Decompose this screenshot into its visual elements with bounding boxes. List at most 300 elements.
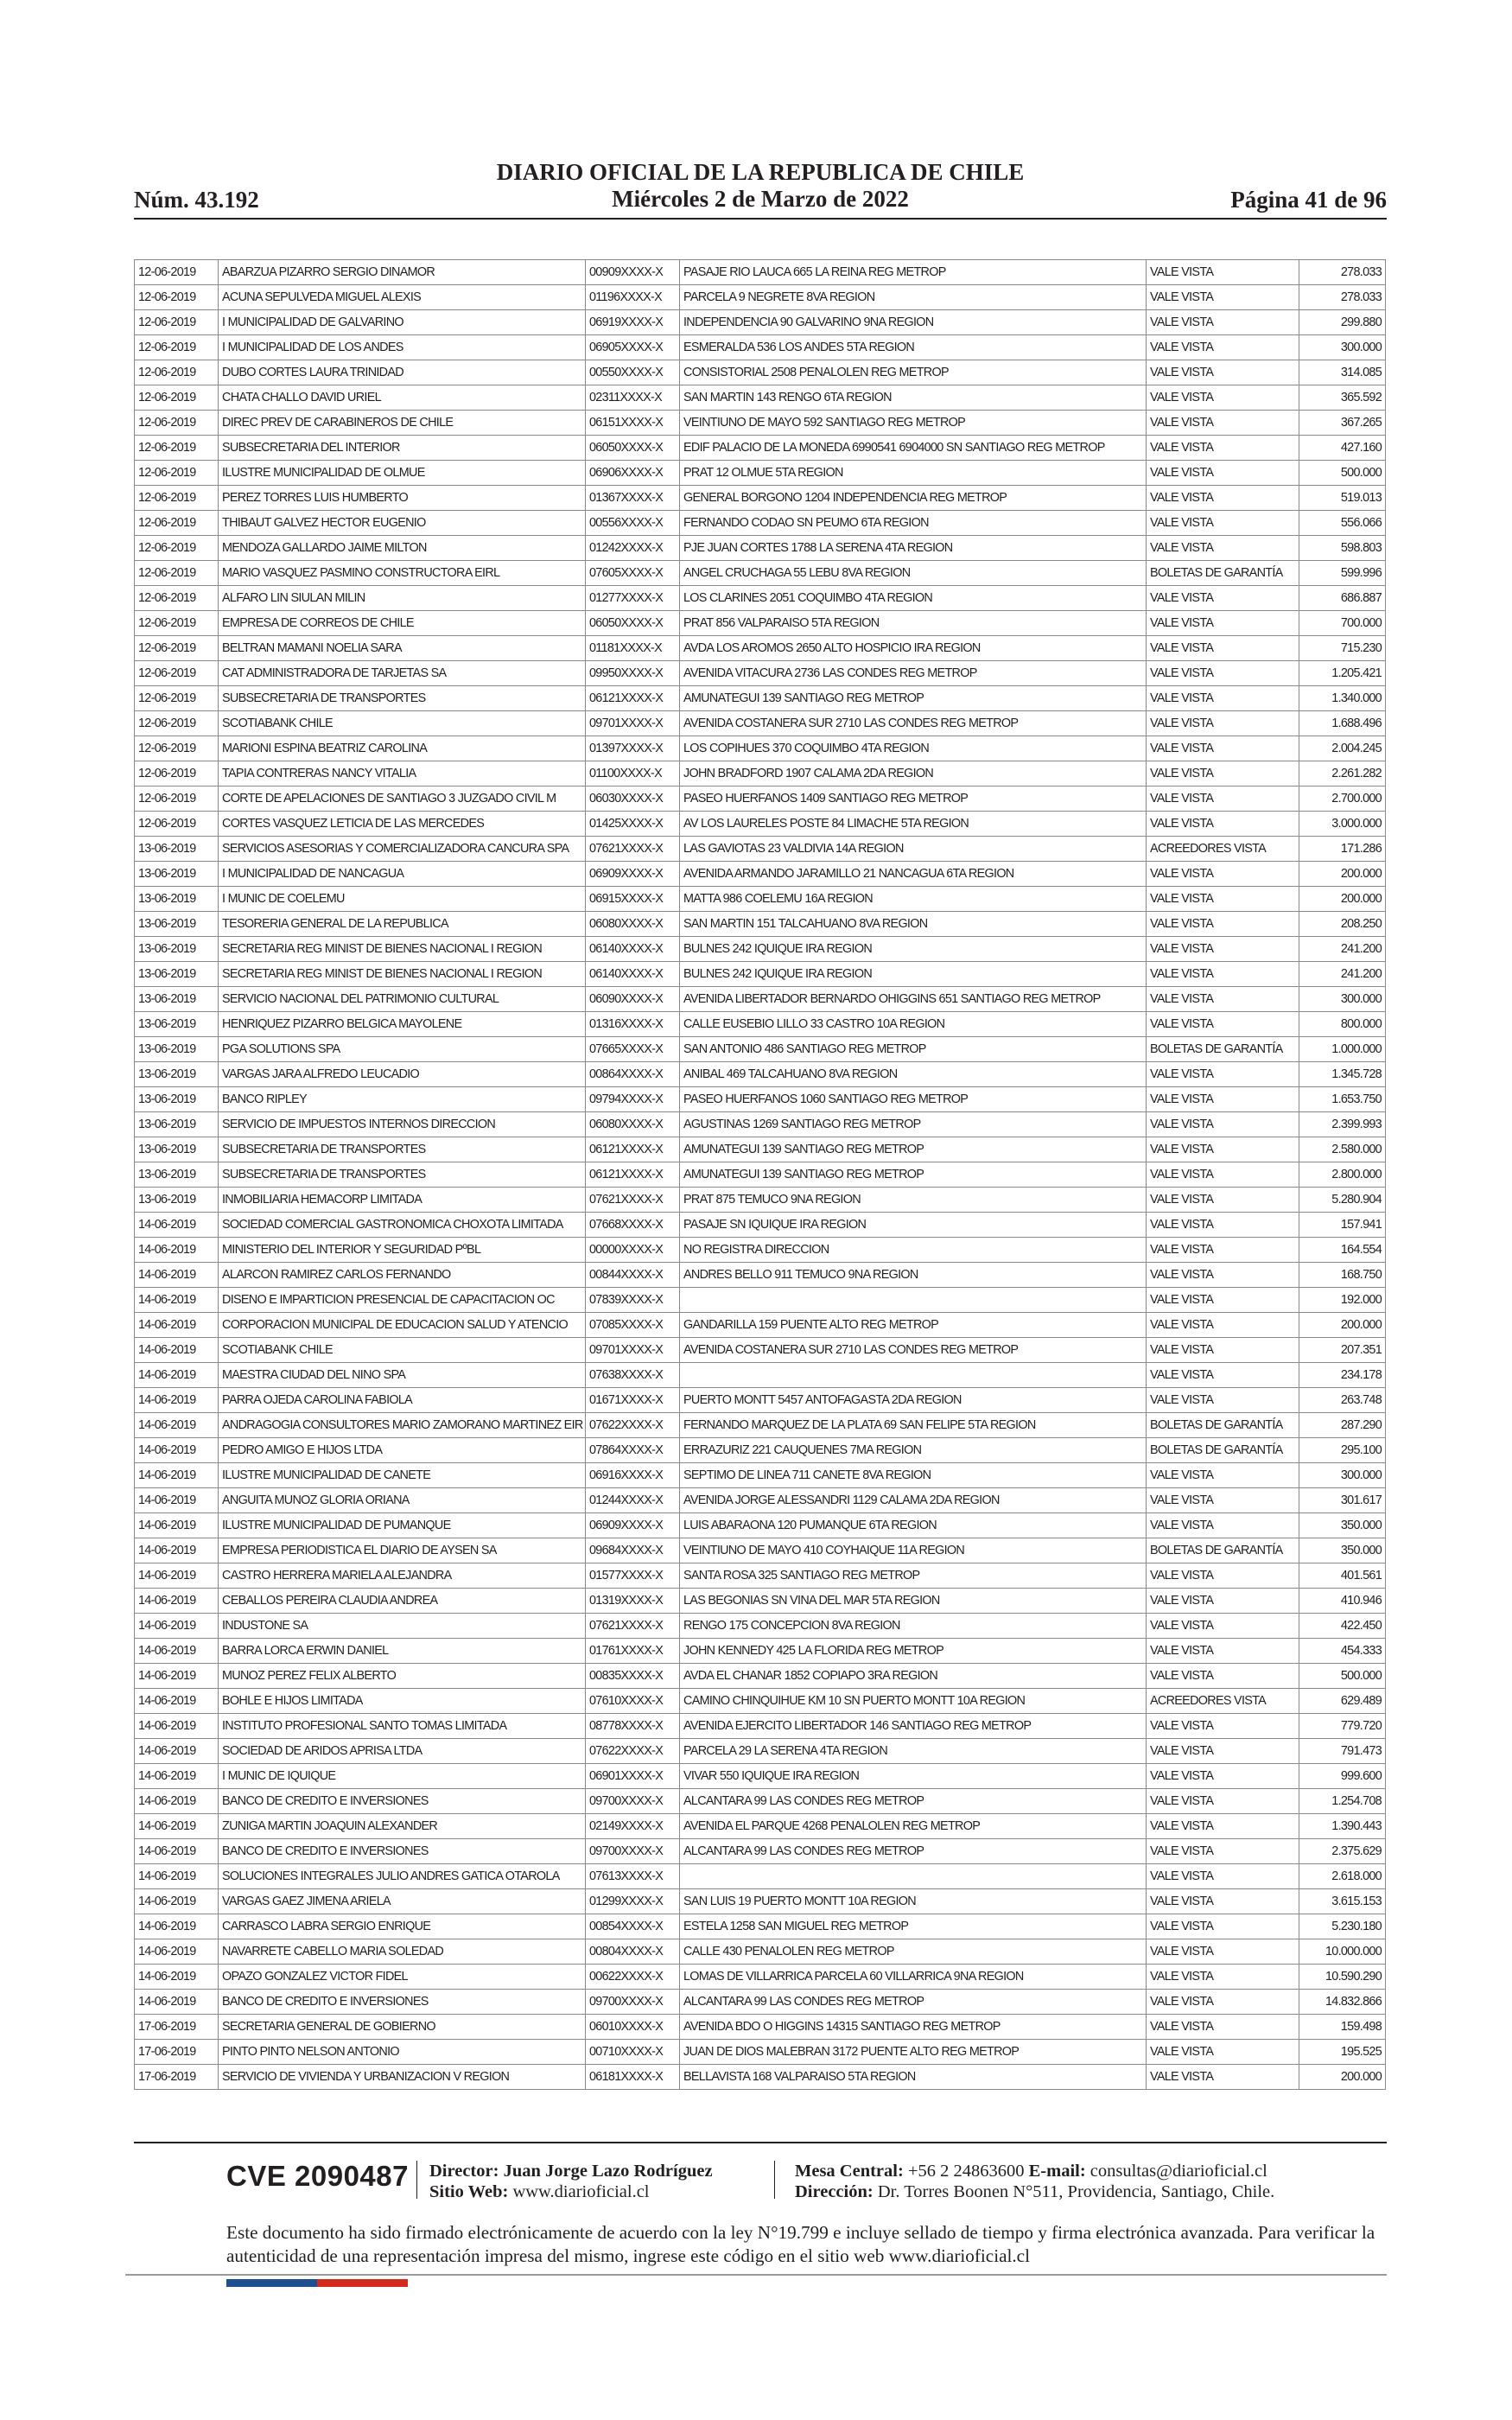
cell-type: VALE VISTA bbox=[1147, 987, 1299, 1012]
cell-amount: 427.160 bbox=[1299, 436, 1386, 461]
cell-address: SAN MARTIN 143 RENGO 6TA REGION bbox=[680, 385, 1147, 411]
cell-type: VALE VISTA bbox=[1147, 511, 1299, 536]
cell-name: SCOTIABANK CHILE bbox=[219, 711, 586, 736]
cell-date: 14-06-2019 bbox=[135, 1739, 219, 1764]
cell-amount: 999.600 bbox=[1299, 1764, 1386, 1789]
cell-amount: 401.561 bbox=[1299, 1563, 1386, 1589]
cell-address: AVENIDA EL PARQUE 4268 PENALOLEN REG METROP bbox=[680, 1814, 1147, 1839]
table-row bbox=[135, 1087, 1386, 1112]
cell-date: 17-06-2019 bbox=[135, 2040, 219, 2065]
cell-type: VALE VISTA bbox=[1147, 962, 1299, 987]
cell-address: PASAJE SN IQUIQUE IRA REGION bbox=[680, 1213, 1147, 1238]
cell-amount: 350.000 bbox=[1299, 1513, 1386, 1538]
cell-amount: 164.554 bbox=[1299, 1238, 1386, 1263]
cell-rut: 00864XXXX-X bbox=[586, 1062, 680, 1087]
cell-address: PUERTO MONTT 5457 ANTOFAGASTA 2DA REGION bbox=[680, 1388, 1147, 1413]
table-row bbox=[135, 1463, 1386, 1488]
email-link[interactable]: consultas@diarioficial.cl bbox=[1090, 2162, 1267, 2181]
cell-amount: 10.590.290 bbox=[1299, 1965, 1386, 1990]
table-row bbox=[135, 661, 1386, 686]
cell-amount: 410.946 bbox=[1299, 1589, 1386, 1614]
cell-name: SOLUCIONES INTEGRALES JULIO ANDRES GATICA OTAROLA bbox=[219, 1864, 586, 1889]
cell-address: ANGEL CRUCHAGA 55 LEBU 8VA REGION bbox=[680, 561, 1147, 586]
table-row bbox=[135, 1839, 1386, 1864]
cell-type: VALE VISTA bbox=[1147, 1714, 1299, 1739]
cell-type: VALE VISTA bbox=[1147, 1664, 1299, 1689]
cell-amount: 299.880 bbox=[1299, 310, 1386, 335]
cell-date: 14-06-2019 bbox=[135, 1939, 219, 1965]
cell-name: ILUSTRE MUNICIPALIDAD DE CANETE bbox=[219, 1463, 586, 1488]
cell-rut: 01277XXXX-X bbox=[586, 586, 680, 611]
cell-date: 13-06-2019 bbox=[135, 1162, 219, 1188]
table-row bbox=[135, 812, 1386, 837]
legal-notice: Este documento ha sido firmado electrónicamente de acuerdo con la ley N°19.799 e incluye sellado de tiempo y firma electrónica avanzada. Para verificar la autenticidad de una representación impresa del mismo, ingrese este código en el sitio web www.diarioficial.cl bbox=[226, 2222, 1375, 2266]
cell-rut: 00804XXXX-X bbox=[586, 1939, 680, 1965]
cell-type: VALE VISTA bbox=[1147, 260, 1299, 285]
cell-rut: 01397XXXX-X bbox=[586, 736, 680, 761]
table-row bbox=[135, 360, 1386, 385]
cell-amount: 200.000 bbox=[1299, 1313, 1386, 1338]
address-value: Dr. Torres Boonen N°511, Providencia, Santiago, Chile. bbox=[877, 2182, 1275, 2201]
cell-address: PRAT 875 TEMUCO 9NA REGION bbox=[680, 1188, 1147, 1213]
cell-name: SECRETARIA REG MINIST DE BIENES NACIONAL I REGION bbox=[219, 937, 586, 962]
cell-amount: 200.000 bbox=[1299, 862, 1386, 887]
footer-separator bbox=[416, 2161, 417, 2199]
table-row bbox=[135, 1814, 1386, 1839]
cell-date: 12-06-2019 bbox=[135, 561, 219, 586]
cell-name: CORPORACION MUNICIPAL DE EDUCACION SALUD Y ATENCIO bbox=[219, 1313, 586, 1338]
cell-type: VALE VISTA bbox=[1147, 636, 1299, 661]
cell-amount: 5.280.904 bbox=[1299, 1188, 1386, 1213]
cell-type: VALE VISTA bbox=[1147, 1313, 1299, 1338]
cell-date: 12-06-2019 bbox=[135, 461, 219, 486]
table-row bbox=[135, 1263, 1386, 1288]
cell-rut: 06915XXXX-X bbox=[586, 887, 680, 912]
cell-address: BELLAVISTA 168 VALPARAISO 5TA REGION bbox=[680, 2065, 1147, 2090]
cell-name: BANCO DE CREDITO E INVERSIONES bbox=[219, 1839, 586, 1864]
cell-address: AVENIDA EJERCITO LIBERTADOR 146 SANTIAGO REG METROP bbox=[680, 1714, 1147, 1739]
cell-date: 12-06-2019 bbox=[135, 436, 219, 461]
cell-type: VALE VISTA bbox=[1147, 761, 1299, 786]
cell-amount: 200.000 bbox=[1299, 2065, 1386, 2090]
cell-name: BARRA LORCA ERWIN DANIEL bbox=[219, 1639, 586, 1664]
cell-type: VALE VISTA bbox=[1147, 1914, 1299, 1939]
cell-amount: 454.333 bbox=[1299, 1639, 1386, 1664]
cell-type: VALE VISTA bbox=[1147, 686, 1299, 711]
cell-address: JOHN KENNEDY 425 LA FLORIDA REG METROP bbox=[680, 1639, 1147, 1664]
email-label: E-mail: bbox=[1028, 2162, 1086, 2181]
table-row bbox=[135, 937, 1386, 962]
table-row bbox=[135, 1914, 1386, 1939]
cell-rut: 06030XXXX-X bbox=[586, 786, 680, 812]
issue-number: Núm. 43.192 bbox=[134, 187, 259, 213]
table-row bbox=[135, 2065, 1386, 2090]
cell-type: VALE VISTA bbox=[1147, 486, 1299, 511]
cell-address: CALLE 430 PENALOLEN REG METROP bbox=[680, 1939, 1147, 1965]
cell-address: ALCANTARA 99 LAS CONDES REG METROP bbox=[680, 1839, 1147, 1864]
footer-divider bbox=[134, 2142, 1387, 2143]
table-row bbox=[135, 1488, 1386, 1513]
cell-address: JUAN DE DIOS MALEBRAN 3172 PUENTE ALTO REG METROP bbox=[680, 2040, 1147, 2065]
cell-name: MAESTRA CIUDAD DEL NINO SPA bbox=[219, 1363, 586, 1388]
cell-amount: 2.618.000 bbox=[1299, 1864, 1386, 1889]
cell-name: EMPRESA PERIODISTICA EL DIARIO DE AYSEN SA bbox=[219, 1538, 586, 1563]
cell-rut: 06905XXXX-X bbox=[586, 335, 680, 360]
cell-name: BANCO DE CREDITO E INVERSIONES bbox=[219, 1990, 586, 2015]
cell-type: ACREEDORES VISTA bbox=[1147, 837, 1299, 862]
cell-date: 14-06-2019 bbox=[135, 1538, 219, 1563]
table-row bbox=[135, 1764, 1386, 1789]
cell-name: BANCO DE CREDITO E INVERSIONES bbox=[219, 1789, 586, 1814]
cell-address: AVENIDA LIBERTADOR BERNARDO OHIGGINS 651 SANTIAGO REG METROP bbox=[680, 987, 1147, 1012]
cell-rut: 01181XXXX-X bbox=[586, 636, 680, 661]
cell-rut: 07085XXXX-X bbox=[586, 1313, 680, 1338]
cell-date: 13-06-2019 bbox=[135, 1062, 219, 1087]
cell-address: ALCANTARA 99 LAS CONDES REG METROP bbox=[680, 1789, 1147, 1814]
cell-rut: 06906XXXX-X bbox=[586, 461, 680, 486]
cell-date: 14-06-2019 bbox=[135, 1413, 219, 1438]
mesa-label: Mesa Central: bbox=[795, 2162, 904, 2181]
cell-amount: 350.000 bbox=[1299, 1538, 1386, 1563]
table-row bbox=[135, 1614, 1386, 1639]
cell-name: BOHLE E HIJOS LIMITADA bbox=[219, 1689, 586, 1714]
cell-type: VALE VISTA bbox=[1147, 786, 1299, 812]
cell-rut: 07605XXXX-X bbox=[586, 561, 680, 586]
cell-type: VALE VISTA bbox=[1147, 586, 1299, 611]
cell-address: AV LOS LAURELES POSTE 84 LIMACHE 5TA REGION bbox=[680, 812, 1147, 837]
cell-name: PGA SOLUTIONS SPA bbox=[219, 1037, 586, 1062]
cell-amount: 234.178 bbox=[1299, 1363, 1386, 1388]
cell-rut: 06181XXXX-X bbox=[586, 2065, 680, 2090]
table-row bbox=[135, 1012, 1386, 1037]
cell-rut: 01316XXXX-X bbox=[586, 1012, 680, 1037]
cell-address: SAN LUIS 19 PUERTO MONTT 10A REGION bbox=[680, 1889, 1147, 1914]
table-row bbox=[135, 1238, 1386, 1263]
cell-rut: 06909XXXX-X bbox=[586, 1513, 680, 1538]
cell-rut: 00835XXXX-X bbox=[586, 1664, 680, 1689]
cell-type: BOLETAS DE GARANTÍA bbox=[1147, 1538, 1299, 1563]
cell-type: VALE VISTA bbox=[1147, 536, 1299, 561]
cell-type: VALE VISTA bbox=[1147, 1137, 1299, 1162]
cell-address: PARCELA 29 LA SERENA 4TA REGION bbox=[680, 1739, 1147, 1764]
table-row bbox=[135, 561, 1386, 586]
cell-rut: 07668XXXX-X bbox=[586, 1213, 680, 1238]
cell-type: VALE VISTA bbox=[1147, 2065, 1299, 2090]
cell-date: 14-06-2019 bbox=[135, 1288, 219, 1313]
cell-type: VALE VISTA bbox=[1147, 1739, 1299, 1764]
cell-amount: 171.286 bbox=[1299, 837, 1386, 862]
cell-date: 17-06-2019 bbox=[135, 2015, 219, 2040]
table-row bbox=[135, 736, 1386, 761]
table-row bbox=[135, 411, 1386, 436]
cell-amount: 278.033 bbox=[1299, 260, 1386, 285]
cell-address bbox=[680, 1864, 1147, 1889]
cell-address: AVENIDA COSTANERA SUR 2710 LAS CONDES REG METROP bbox=[680, 1338, 1147, 1363]
cell-type: VALE VISTA bbox=[1147, 1589, 1299, 1614]
cell-type: VALE VISTA bbox=[1147, 2040, 1299, 2065]
cell-address: CAMINO CHINQUIHUE KM 10 SN PUERTO MONTT 10A REGION bbox=[680, 1689, 1147, 1714]
cell-rut: 00854XXXX-X bbox=[586, 1914, 680, 1939]
cell-type: VALE VISTA bbox=[1147, 1288, 1299, 1313]
cell-type: VALE VISTA bbox=[1147, 1162, 1299, 1188]
cell-name: CHATA CHALLO DAVID URIEL bbox=[219, 385, 586, 411]
cell-date: 12-06-2019 bbox=[135, 636, 219, 661]
cell-date: 12-06-2019 bbox=[135, 385, 219, 411]
cell-rut: 06050XXXX-X bbox=[586, 436, 680, 461]
cell-amount: 300.000 bbox=[1299, 987, 1386, 1012]
cell-rut: 07864XXXX-X bbox=[586, 1438, 680, 1463]
cell-type: VALE VISTA bbox=[1147, 812, 1299, 837]
cell-rut: 01242XXXX-X bbox=[586, 536, 680, 561]
site-link[interactable]: www.diarioficial.cl bbox=[512, 2182, 650, 2201]
cell-date: 13-06-2019 bbox=[135, 887, 219, 912]
cell-type: VALE VISTA bbox=[1147, 2015, 1299, 2040]
table-row bbox=[135, 385, 1386, 411]
cell-date: 14-06-2019 bbox=[135, 1363, 219, 1388]
cell-name: SUBSECRETARIA DE TRANSPORTES bbox=[219, 1137, 586, 1162]
cell-address: PARCELA 9 NEGRETE 8VA REGION bbox=[680, 285, 1147, 310]
cell-address: VEINTIUNO DE MAYO 410 COYHAIQUE 11A REGION bbox=[680, 1538, 1147, 1563]
cell-name: SUBSECRETARIA DE TRANSPORTES bbox=[219, 686, 586, 711]
cell-date: 14-06-2019 bbox=[135, 1839, 219, 1864]
cell-rut: 09684XXXX-X bbox=[586, 1538, 680, 1563]
cell-rut: 07610XXXX-X bbox=[586, 1689, 680, 1714]
cell-type: VALE VISTA bbox=[1147, 1062, 1299, 1087]
cell-name: INSTITUTO PROFESIONAL SANTO TOMAS LIMITADA bbox=[219, 1714, 586, 1739]
cell-address: SANTA ROSA 325 SANTIAGO REG METROP bbox=[680, 1563, 1147, 1589]
cell-date: 12-06-2019 bbox=[135, 812, 219, 837]
cell-date: 13-06-2019 bbox=[135, 1087, 219, 1112]
cell-rut: 00556XXXX-X bbox=[586, 511, 680, 536]
site-label: Sitio Web: bbox=[429, 2182, 509, 2201]
cell-address: BULNES 242 IQUIQUE IRA REGION bbox=[680, 962, 1147, 987]
table-row bbox=[135, 2040, 1386, 2065]
cell-address: AVENIDA COSTANERA SUR 2710 LAS CONDES REG METROP bbox=[680, 711, 1147, 736]
table-row bbox=[135, 586, 1386, 611]
cell-date: 13-06-2019 bbox=[135, 1012, 219, 1037]
cell-address: CALLE EUSEBIO LILLO 33 CASTRO 10A REGION bbox=[680, 1012, 1147, 1037]
cell-date: 12-06-2019 bbox=[135, 310, 219, 335]
cell-rut: 09701XXXX-X bbox=[586, 711, 680, 736]
table-row bbox=[135, 862, 1386, 887]
cell-address: AMUNATEGUI 139 SANTIAGO REG METROP bbox=[680, 1137, 1147, 1162]
cell-type: VALE VISTA bbox=[1147, 1213, 1299, 1238]
table-row bbox=[135, 1438, 1386, 1463]
address-label: Dirección: bbox=[795, 2182, 874, 2201]
cell-date: 14-06-2019 bbox=[135, 1589, 219, 1614]
cell-name: ABARZUA PIZARRO SERGIO DINAMOR bbox=[219, 260, 586, 285]
cell-amount: 192.000 bbox=[1299, 1288, 1386, 1313]
cell-amount: 295.100 bbox=[1299, 1438, 1386, 1463]
cell-name: PARRA OJEDA CAROLINA FABIOLA bbox=[219, 1388, 586, 1413]
cell-type: BOLETAS DE GARANTÍA bbox=[1147, 561, 1299, 586]
table-row bbox=[135, 1413, 1386, 1438]
cell-date: 14-06-2019 bbox=[135, 1990, 219, 2015]
cell-amount: 3.000.000 bbox=[1299, 812, 1386, 837]
cell-name: MARIONI ESPINA BEATRIZ CAROLINA bbox=[219, 736, 586, 761]
cell-rut: 09794XXXX-X bbox=[586, 1087, 680, 1112]
cell-amount: 168.750 bbox=[1299, 1263, 1386, 1288]
cell-rut: 01100XXXX-X bbox=[586, 761, 680, 786]
cell-name: INMOBILIARIA HEMACORP LIMITADA bbox=[219, 1188, 586, 1213]
cell-type: VALE VISTA bbox=[1147, 1338, 1299, 1363]
cell-type: VALE VISTA bbox=[1147, 1939, 1299, 1965]
cell-type: VALE VISTA bbox=[1147, 1112, 1299, 1137]
cell-amount: 519.013 bbox=[1299, 486, 1386, 511]
cell-name: CEBALLOS PEREIRA CLAUDIA ANDREA bbox=[219, 1589, 586, 1614]
cell-address: LAS BEGONIAS SN VINA DEL MAR 5TA REGION bbox=[680, 1589, 1147, 1614]
cell-amount: 301.617 bbox=[1299, 1488, 1386, 1513]
cell-date: 13-06-2019 bbox=[135, 937, 219, 962]
cell-rut: 07613XXXX-X bbox=[586, 1864, 680, 1889]
cell-rut: 06050XXXX-X bbox=[586, 611, 680, 636]
cell-date: 12-06-2019 bbox=[135, 786, 219, 812]
cell-address: FERNANDO CODAO SN PEUMO 6TA REGION bbox=[680, 511, 1147, 536]
cell-address: PASEO HUERFANOS 1060 SANTIAGO REG METROP bbox=[680, 1087, 1147, 1112]
cell-type: VALE VISTA bbox=[1147, 385, 1299, 411]
cell-amount: 1.688.496 bbox=[1299, 711, 1386, 736]
cell-name: OPAZO GONZALEZ VICTOR FIDEL bbox=[219, 1965, 586, 1990]
cell-address: SEPTIMO DE LINEA 711 CANETE 8VA REGION bbox=[680, 1463, 1147, 1488]
cell-address: VEINTIUNO DE MAYO 592 SANTIAGO REG METROP bbox=[680, 411, 1147, 436]
cell-type: VALE VISTA bbox=[1147, 461, 1299, 486]
table-row bbox=[135, 1739, 1386, 1764]
table-row bbox=[135, 1589, 1386, 1614]
cell-amount: 5.230.180 bbox=[1299, 1914, 1386, 1939]
cell-rut: 06121XXXX-X bbox=[586, 686, 680, 711]
records-table bbox=[134, 259, 1386, 2090]
cell-name: SOCIEDAD DE ARIDOS APRISA LTDA bbox=[219, 1739, 586, 1764]
cell-name: SECRETARIA REG MINIST DE BIENES NACIONAL I REGION bbox=[219, 962, 586, 987]
table-row bbox=[135, 1338, 1386, 1363]
cell-type: ACREEDORES VISTA bbox=[1147, 1689, 1299, 1714]
cell-type: VALE VISTA bbox=[1147, 1965, 1299, 1990]
cell-name: ILUSTRE MUNICIPALIDAD DE OLMUE bbox=[219, 461, 586, 486]
cell-amount: 700.000 bbox=[1299, 611, 1386, 636]
cell-address: RENGO 175 CONCEPCION 8VA REGION bbox=[680, 1614, 1147, 1639]
cell-address: LAS GAVIOTAS 23 VALDIVIA 14A REGION bbox=[680, 837, 1147, 862]
cell-type: VALE VISTA bbox=[1147, 1087, 1299, 1112]
cell-name: DIREC PREV DE CARABINEROS DE CHILE bbox=[219, 411, 586, 436]
cell-type: VALE VISTA bbox=[1147, 1388, 1299, 1413]
cell-name: PEREZ TORRES LUIS HUMBERTO bbox=[219, 486, 586, 511]
cell-address: AVENIDA JORGE ALESSANDRI 1129 CALAMA 2DA REGION bbox=[680, 1488, 1147, 1513]
table-row bbox=[135, 1664, 1386, 1689]
cell-type: BOLETAS DE GARANTÍA bbox=[1147, 1438, 1299, 1463]
cell-rut: 00622XXXX-X bbox=[586, 1965, 680, 1990]
cell-rut: 00000XXXX-X bbox=[586, 1238, 680, 1263]
cell-date: 14-06-2019 bbox=[135, 1639, 219, 1664]
cell-amount: 195.525 bbox=[1299, 2040, 1386, 2065]
cell-date: 14-06-2019 bbox=[135, 1338, 219, 1363]
cell-name: DUBO CORTES LAURA TRINIDAD bbox=[219, 360, 586, 385]
table-row bbox=[135, 1639, 1386, 1664]
cell-type: VALE VISTA bbox=[1147, 436, 1299, 461]
cell-name: VARGAS JARA ALFREDO LEUCADIO bbox=[219, 1062, 586, 1087]
cell-rut: 01761XXXX-X bbox=[586, 1639, 680, 1664]
cell-name: ZUNIGA MARTIN JOAQUIN ALEXANDER bbox=[219, 1814, 586, 1839]
cell-date: 14-06-2019 bbox=[135, 1463, 219, 1488]
cell-address bbox=[680, 1363, 1147, 1388]
table-row bbox=[135, 1313, 1386, 1338]
cell-type: VALE VISTA bbox=[1147, 1789, 1299, 1814]
header-divider bbox=[134, 218, 1387, 220]
director-name: Juan Jorge Lazo Rodríguez bbox=[503, 2162, 713, 2181]
cell-amount: 2.700.000 bbox=[1299, 786, 1386, 812]
cell-rut: 00909XXXX-X bbox=[586, 260, 680, 285]
cell-address: AMUNATEGUI 139 SANTIAGO REG METROP bbox=[680, 686, 1147, 711]
cell-date: 12-06-2019 bbox=[135, 511, 219, 536]
cell-address: JOHN BRADFORD 1907 CALAMA 2DA REGION bbox=[680, 761, 1147, 786]
cell-name: ALFARO LIN SIULAN MILIN bbox=[219, 586, 586, 611]
cell-rut: 06140XXXX-X bbox=[586, 937, 680, 962]
cell-date: 13-06-2019 bbox=[135, 1188, 219, 1213]
cell-rut: 06916XXXX-X bbox=[586, 1463, 680, 1488]
cell-address: AVENIDA VITACURA 2736 LAS CONDES REG METROP bbox=[680, 661, 1147, 686]
footer-bottom-rule bbox=[125, 2274, 1387, 2276]
cell-amount: 278.033 bbox=[1299, 285, 1386, 310]
cell-name: VARGAS GAEZ JIMENA ARIELA bbox=[219, 1889, 586, 1914]
cell-date: 13-06-2019 bbox=[135, 1137, 219, 1162]
cell-date: 14-06-2019 bbox=[135, 1689, 219, 1714]
cell-amount: 2.399.993 bbox=[1299, 1112, 1386, 1137]
table-row bbox=[135, 837, 1386, 862]
cell-address: PRAT 856 VALPARAISO 5TA REGION bbox=[680, 611, 1147, 636]
cell-name: ANDRAGOGIA CONSULTORES MARIO ZAMORANO MARTINEZ EIR bbox=[219, 1413, 586, 1438]
cell-type: VALE VISTA bbox=[1147, 661, 1299, 686]
cell-amount: 300.000 bbox=[1299, 1463, 1386, 1488]
cell-date: 12-06-2019 bbox=[135, 360, 219, 385]
cell-amount: 791.473 bbox=[1299, 1739, 1386, 1764]
table-row bbox=[135, 786, 1386, 812]
table-row bbox=[135, 1037, 1386, 1062]
cell-name: ANGUITA MUNOZ GLORIA ORIANA bbox=[219, 1488, 586, 1513]
cell-type: VALE VISTA bbox=[1147, 1990, 1299, 2015]
cell-address: ESMERALDA 536 LOS ANDES 5TA REGION bbox=[680, 335, 1147, 360]
cell-type: VALE VISTA bbox=[1147, 1238, 1299, 1263]
cell-amount: 2.261.282 bbox=[1299, 761, 1386, 786]
footer-director-block bbox=[429, 2161, 713, 2202]
cell-name: EMPRESA DE CORREOS DE CHILE bbox=[219, 611, 586, 636]
cell-name: SERVICIO DE VIVIENDA Y URBANIZACION V REGION bbox=[219, 2065, 586, 2090]
cell-amount: 157.941 bbox=[1299, 1213, 1386, 1238]
cell-rut: 07622XXXX-X bbox=[586, 1413, 680, 1438]
cell-name: CARRASCO LABRA SERGIO ENRIQUE bbox=[219, 1914, 586, 1939]
cell-address: LOMAS DE VILLARRICA PARCELA 60 VILLARRICA 9NA REGION bbox=[680, 1965, 1147, 1990]
cell-date: 14-06-2019 bbox=[135, 1513, 219, 1538]
cell-amount: 159.498 bbox=[1299, 2015, 1386, 2040]
table-row bbox=[135, 1563, 1386, 1589]
table-row bbox=[135, 1889, 1386, 1914]
mesa-phone: +56 2 24863600 bbox=[907, 2162, 1025, 2181]
cell-type: VALE VISTA bbox=[1147, 1614, 1299, 1639]
cell-rut: 07622XXXX-X bbox=[586, 1739, 680, 1764]
cell-type: VALE VISTA bbox=[1147, 1839, 1299, 1864]
cell-name: ALARCON RAMIREZ CARLOS FERNANDO bbox=[219, 1263, 586, 1288]
cell-address: ANDRES BELLO 911 TEMUCO 9NA REGION bbox=[680, 1263, 1147, 1288]
cell-rut: 07621XXXX-X bbox=[586, 1188, 680, 1213]
cell-rut: 07665XXXX-X bbox=[586, 1037, 680, 1062]
cell-name: I MUNICIPALIDAD DE NANCAGUA bbox=[219, 862, 586, 887]
cell-rut: 06121XXXX-X bbox=[586, 1162, 680, 1188]
cell-address: AVDA LOS AROMOS 2650 ALTO HOSPICIO IRA REGION bbox=[680, 636, 1147, 661]
cell-amount: 500.000 bbox=[1299, 1664, 1386, 1689]
flag-stripe bbox=[226, 2279, 408, 2287]
cell-name: SUBSECRETARIA DE TRANSPORTES bbox=[219, 1162, 586, 1188]
cell-amount: 2.580.000 bbox=[1299, 1137, 1386, 1162]
cell-type: VALE VISTA bbox=[1147, 1639, 1299, 1664]
cell-type: VALE VISTA bbox=[1147, 1814, 1299, 1839]
